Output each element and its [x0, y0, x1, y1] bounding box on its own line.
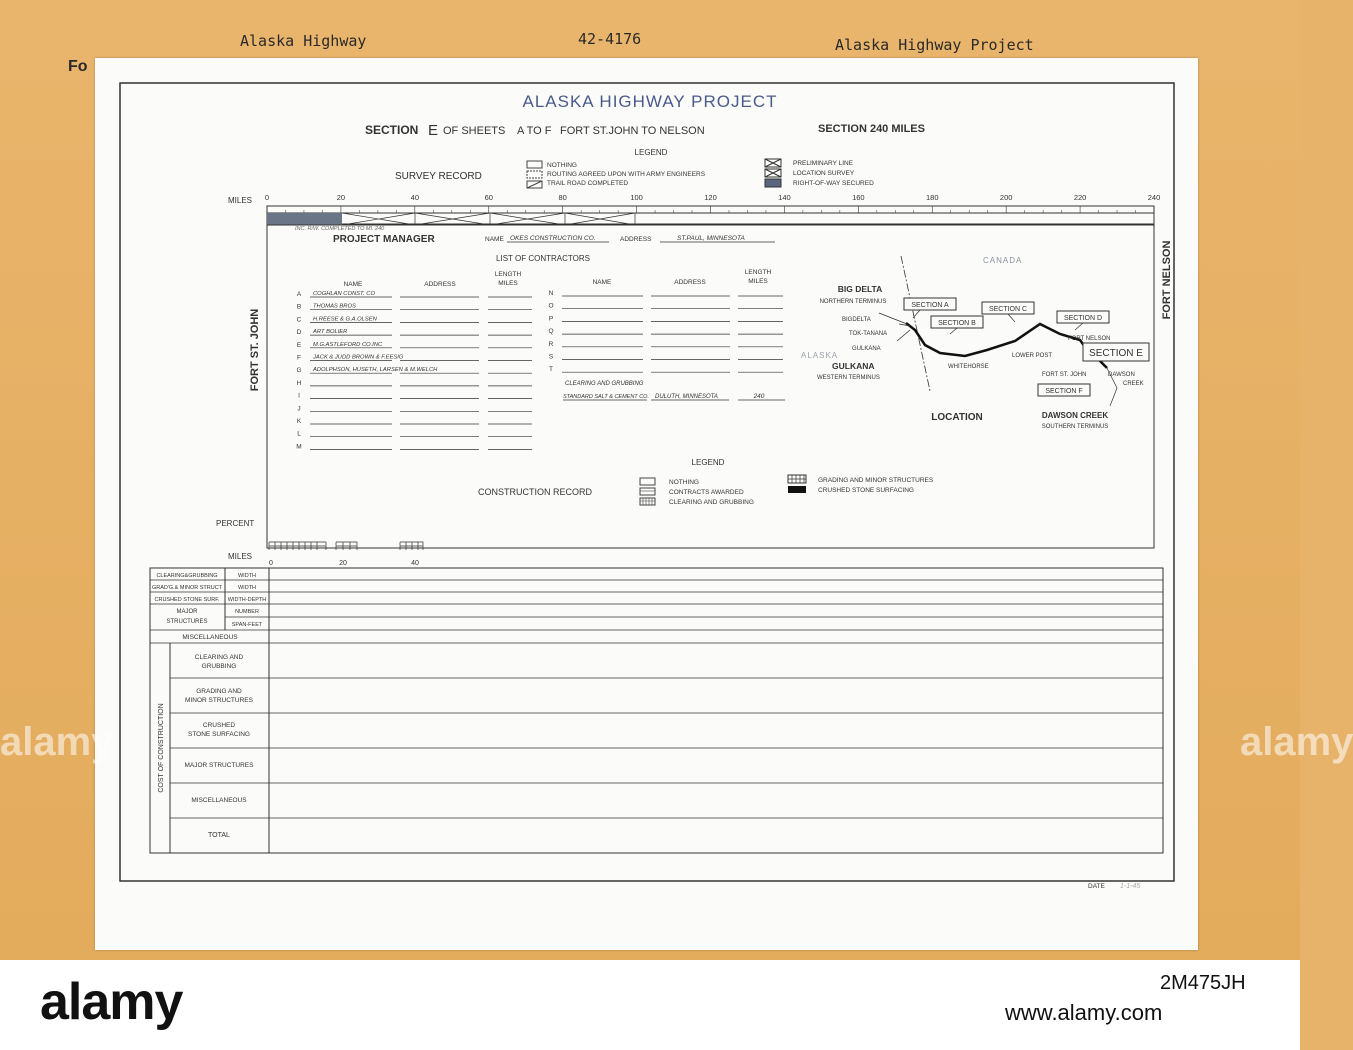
map-western-terminus: WESTERN TERMINUS — [817, 375, 880, 381]
construction-miles-label: MILES — [228, 552, 253, 561]
side-label-fort-nelson: FORT NELSON — [1161, 240, 1173, 320]
contractor-letter: H — [296, 379, 302, 387]
survey-x-segment — [565, 213, 635, 225]
contractor-letter: S — [548, 353, 554, 361]
map-alaska: ALASKA — [801, 351, 839, 360]
survey-miles-label: MILES — [228, 196, 253, 205]
right-col-name: NAME — [592, 279, 612, 286]
contractor-name: JACK & JUDD BROWN & F.EESIG — [313, 354, 404, 361]
folder-edge-text: Fo — [68, 58, 88, 75]
contractor-name: H.REESE & G.A.OLSEN — [313, 316, 377, 323]
record-sheet — [95, 58, 1198, 950]
folder-stamp-left: Alaska Highway — [240, 32, 367, 50]
spec-row-grading-sub: WIDTH — [237, 585, 257, 591]
survey-tick-label: 220 — [1073, 193, 1087, 202]
map-whitehorse: WHITEHORSE — [948, 364, 989, 370]
contractor-letter: C — [296, 316, 302, 324]
legend-location: LOCATION SURVEY — [793, 170, 855, 177]
spec-row-crushed-sub: WIDTH-DEPTH — [227, 597, 267, 603]
contractor-letter: N — [548, 290, 554, 297]
contractor-letter: O — [548, 302, 554, 310]
survey-x-segment — [342, 213, 415, 225]
survey-legend-heading: LEGEND — [634, 148, 668, 157]
survey-tick-labels — [265, 193, 1160, 213]
cost-crushed-2: STONE SURFACING — [187, 731, 251, 738]
survey-tick-label: 40 — [410, 193, 420, 202]
right-contractor-rows — [548, 290, 783, 373]
c-tick-40: 40 — [411, 560, 419, 567]
progress-hatch-2 — [336, 542, 357, 550]
survey-tick-label: 160 — [852, 193, 865, 202]
clearing-label: CLEARING AND GRUBBING — [565, 381, 644, 387]
map-dawson-creek: DAWSON CREEK — [1041, 411, 1109, 420]
survey-tick-label: 200 — [999, 193, 1013, 202]
date-label: DATE — [1088, 883, 1105, 890]
legend-swatch-preliminary-x — [765, 159, 781, 167]
c-legend-swatch-nothing — [640, 478, 655, 485]
map-lower-post: LOWER POST — [1012, 353, 1053, 359]
c-legend-crushed: CRUSHED STONE SURFACING — [818, 487, 914, 494]
map-section-b: SECTION B — [938, 320, 976, 327]
map-section-c: SECTION C — [988, 306, 1028, 313]
contractor-letter: P — [548, 315, 554, 323]
right-col-address: ADDRESS — [674, 279, 706, 286]
map-location-label: LOCATION — [931, 412, 983, 423]
progress-hatch-1 — [269, 542, 326, 550]
c-tick-0: 0 — [269, 560, 273, 567]
map-creek: CREEK — [1123, 381, 1144, 387]
c-legend-swatch-grading-hatch — [788, 475, 806, 483]
spec-row-grading: GRAD'G.& MINOR STRUCT — [151, 585, 223, 591]
folder-stamp-right: Alaska Highway Project — [835, 36, 1034, 54]
spec-row-clearing-sub: WIDTH — [237, 573, 257, 579]
contractor-name: COGHLAN CONST. CO — [313, 291, 375, 297]
folder-stamp-number: 42-4176 — [578, 30, 642, 48]
spec-major-number: NUMBER — [235, 609, 259, 615]
map-gulkana-small: GULKANA — [852, 346, 881, 352]
image-id: 2M475JH — [1160, 972, 1246, 994]
contractor-letter: A — [296, 291, 302, 298]
route-label: FORT ST.JOHN TO NELSON — [560, 125, 705, 137]
left-col-length-2: MILES — [498, 280, 518, 287]
survey-tick-label: 240 — [1147, 193, 1161, 202]
survey-note: INC. R/W. COMPLETED TO MI. 240 — [295, 226, 385, 232]
location-map — [801, 256, 1149, 430]
c-legend-swatch-contracts — [640, 488, 655, 495]
section-letter: E — [428, 122, 439, 139]
contractor-letter: K — [296, 418, 302, 425]
contractor-name: M.G.ASTLEFORD CO.INC — [313, 341, 383, 348]
map-section-a: SECTION A — [911, 302, 949, 309]
manager-address-label: ADDRESS — [620, 236, 652, 243]
contractor-name: THOMAS BROS — [313, 303, 356, 310]
survey-x-segment — [490, 213, 565, 225]
record-sheet-drawing — [95, 58, 1198, 950]
watermark-text-right: alamy — [1240, 720, 1353, 764]
map-section-d: SECTION D — [1063, 315, 1103, 322]
cost-side-label: COST OF CONSTRUCTION — [158, 703, 165, 793]
construction-legend-heading: LEGEND — [691, 458, 725, 467]
contractor-letter: L — [297, 430, 301, 438]
cost-misc: MISCELLANEOUS — [191, 797, 247, 804]
cost-row-lines — [170, 678, 1163, 818]
contractor-letter: J — [297, 405, 301, 413]
manager-name-value: OKES CONSTRUCTION CO. — [510, 235, 596, 242]
spec-row-crushed: CRUSHED STONE SURF. — [154, 597, 220, 603]
contractor-letter: I — [298, 392, 300, 400]
map-fort-nelson: FORT NELSON — [1068, 336, 1111, 342]
spec-major-1: MAJOR — [176, 609, 198, 615]
cost-grading-2: MINOR STRUCTURES — [185, 697, 253, 704]
map-bigdelta-small: BIGDELTA — [842, 317, 871, 323]
legend-trail: TRAIL ROAD COMPLETED — [547, 180, 629, 187]
cost-major: MAJOR STRUCTURES — [184, 762, 254, 769]
sheets-label: OF SHEETS — [443, 125, 506, 137]
alamy-logo: alamy — [40, 973, 183, 1031]
spec-row-clearing: CLEARING&GRUBBING — [156, 573, 218, 579]
contractor-name: ADOLPHSON, HUSETH, LARSEN & M.WELCH — [313, 367, 438, 374]
manager-name-label: NAME — [485, 236, 504, 243]
map-northern-terminus: NORTHERN TERMINUS — [819, 299, 887, 305]
contractor-letter: E — [296, 341, 302, 349]
sheet-title: ALASKA HIGHWAY PROJECT — [522, 92, 778, 111]
spec-misc: MISCELLANEOUS — [182, 634, 238, 641]
left-col-name: NAME — [343, 281, 363, 288]
c-tick-20: 20 — [339, 560, 347, 567]
side-label-fort-st-john: FORT ST. JOHN — [249, 308, 261, 392]
legend-routing: ROUTING AGREED UPON WITH ARMY ENGINEERS — [547, 171, 706, 178]
right-col-length-2: MILES — [748, 278, 768, 285]
map-canada: CANADA — [983, 256, 1023, 265]
legend-swatch-row — [765, 179, 781, 187]
survey-tick-label: 120 — [704, 193, 717, 202]
survey-row-secured-fill — [267, 213, 342, 225]
survey-x-segment — [415, 213, 490, 225]
spec-major-span: SPAN-FEET — [231, 622, 263, 628]
contractor-letter: G — [296, 367, 302, 375]
survey-tick-label: 20 — [336, 193, 346, 202]
c-legend-swatch-clearing-hatch — [640, 498, 655, 505]
survey-tick-label: 140 — [778, 193, 791, 202]
legend-swatch-routing — [527, 171, 542, 178]
contractor-letter: Q — [548, 328, 554, 336]
left-contractor-rows — [296, 291, 532, 450]
spec-table-frame — [150, 568, 1163, 853]
section-prefix: SECTION — [365, 123, 419, 137]
c-legend-grading: GRADING AND MINOR STRUCTURES — [818, 477, 934, 484]
contractor-name: ART BOLIER — [313, 329, 348, 336]
contractor-letter: R — [548, 340, 554, 348]
map-section-e: SECTION E — [1089, 348, 1143, 359]
c-legend-contracts: CONTRACTS AWARDED — [669, 489, 744, 496]
contractor-letter: B — [296, 303, 302, 311]
c-legend-clearing: CLEARING AND GRUBBING — [669, 499, 754, 506]
date-value: 1-1-45 — [1120, 883, 1141, 890]
right-col-length-1: LENGTH — [744, 269, 772, 276]
survey-tick-label: 180 — [925, 193, 939, 202]
legend-swatch-nothing — [527, 161, 542, 168]
watermark-text-left: alamy — [0, 720, 114, 764]
cost-total: TOTAL — [208, 832, 230, 839]
cost-grading-1: GRADING AND — [196, 688, 242, 695]
spec-major-2: STRUCTURES — [166, 619, 208, 625]
contractors-title: LIST OF CONTRACTORS — [496, 254, 590, 263]
clearing-contractor-name: STANDARD SALT & CEMENT CO. — [563, 394, 649, 400]
manager-address-value: ST.PAUL, MINNESOTA — [677, 235, 745, 242]
map-big-delta: BIG DELTA — [837, 284, 883, 294]
left-col-address: ADDRESS — [424, 281, 456, 288]
cost-crushed-1: CRUSHED — [202, 722, 236, 729]
spec-row-lines — [150, 580, 1163, 643]
map-southern-terminus: SOUTHERN TERMINUS — [1041, 424, 1109, 430]
contractor-letter: F — [297, 354, 301, 362]
sheet-frame — [120, 83, 1174, 881]
c-legend-nothing: NOTHING — [669, 479, 699, 486]
clearing-contractor-address: DULUTH, MINNESOTA — [655, 394, 718, 400]
left-col-length-1: LENGTH — [494, 271, 522, 278]
project-manager-label: PROJECT MANAGER — [333, 234, 435, 245]
legend-row: RIGHT-OF-WAY SECURED — [793, 180, 874, 187]
construction-record-label: CONSTRUCTION RECORD — [478, 487, 592, 497]
map-section-f: SECTION F — [1045, 388, 1083, 395]
survey-location-marks — [342, 213, 635, 225]
survey-record-label: SURVEY RECORD — [395, 171, 482, 182]
survey-tick-label: 100 — [630, 193, 643, 202]
clearing-contractor-length: 240 — [753, 393, 765, 400]
progress-hatch-3 — [400, 542, 423, 550]
contractor-letter: T — [549, 366, 553, 374]
map-gulkana: GULKANA — [832, 361, 875, 371]
c-legend-swatch-clearing — [640, 498, 655, 505]
section-miles: SECTION 240 MILES — [818, 123, 925, 135]
alamy-url: www.alamy.com — [1005, 1000, 1163, 1025]
survey-tick-label: 80 — [558, 193, 567, 202]
sheets-range: A TO F — [517, 125, 552, 137]
survey-tick-label: 0 — [264, 193, 270, 202]
cost-clearing-1: CLEARING AND — [194, 654, 244, 661]
map-dawson: DAWSON — [1108, 372, 1135, 378]
contractor-letter: M — [296, 443, 302, 451]
percent-label: PERCENT — [216, 519, 255, 528]
legend-nothing: NOTHING — [547, 162, 577, 169]
survey-tick-label: 60 — [484, 193, 493, 202]
highway-route — [906, 323, 1107, 368]
map-fort-st-john: FORT ST. JOHN — [1042, 372, 1087, 378]
survey-progress-bar — [267, 213, 1154, 225]
map-tok-tanana: TOK-TANANA — [849, 331, 888, 337]
legend-preliminary: PRELIMINARY LINE — [793, 160, 854, 167]
c-legend-swatch-crushed — [788, 486, 806, 493]
legend-swatch-trail-hatch — [527, 181, 542, 188]
cost-clearing-2: GRUBBING — [201, 663, 237, 670]
legend-swatch-location-x — [765, 169, 781, 177]
contractor-letter: D — [296, 329, 302, 337]
